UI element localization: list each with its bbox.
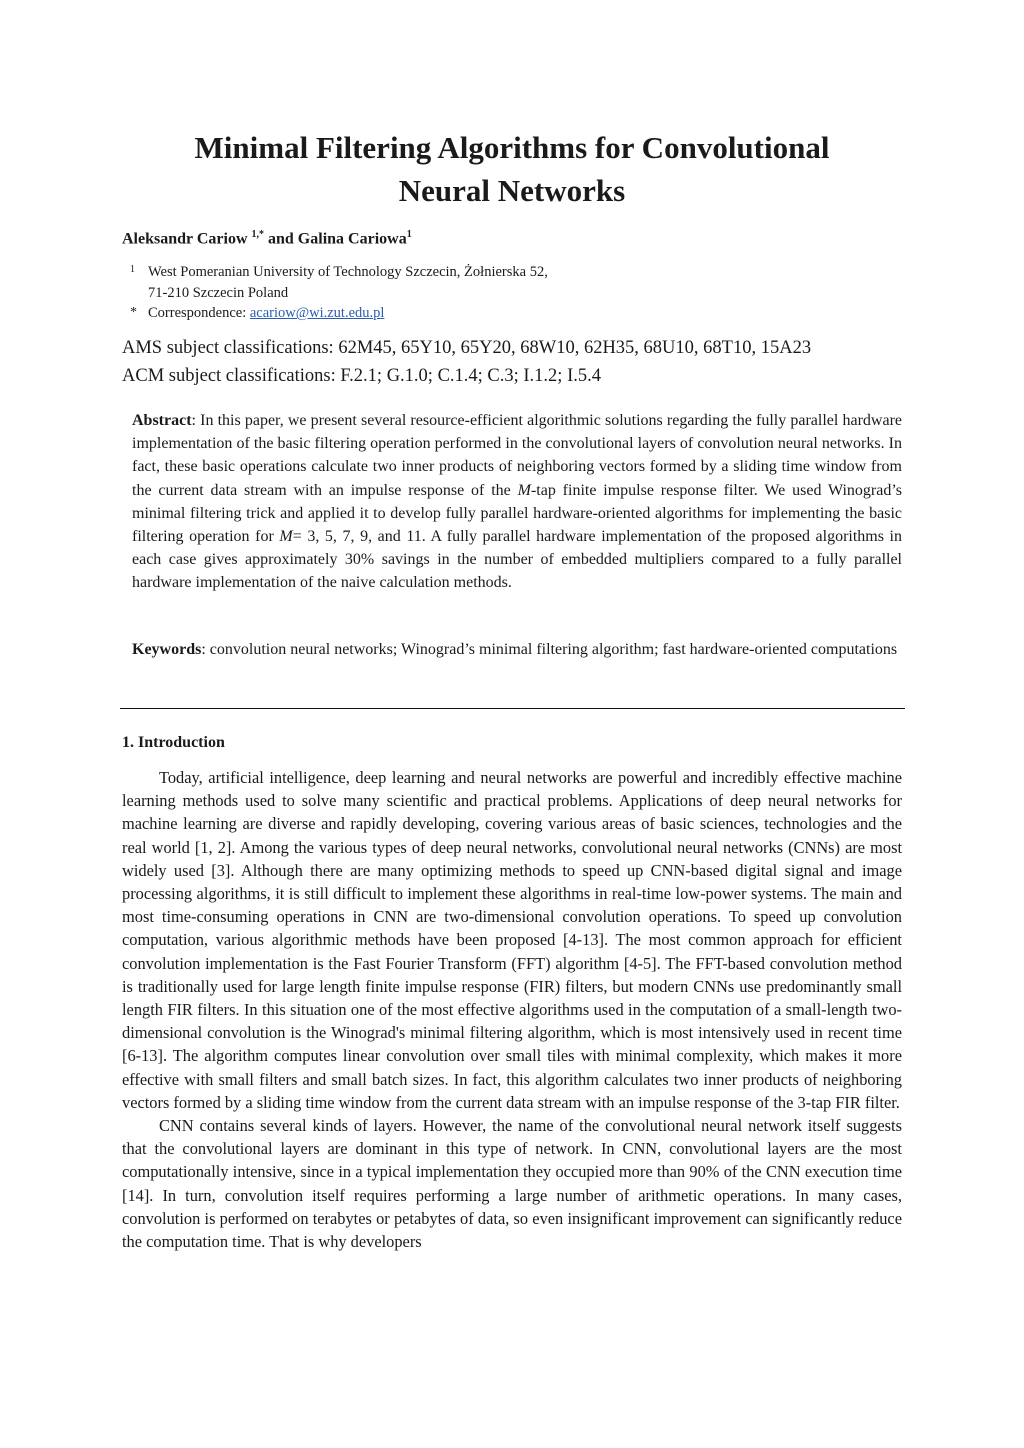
section-divider (120, 708, 905, 709)
author-2-marks: 1 (406, 229, 412, 240)
abstract (132, 409, 902, 595)
abstract-text-3: = 3, 5, 7, 9, and 11. A fully parallel hardware implementation of the proposed algorithms in each case gives approximately 30% savings in the number of embedded multipliers compared to a fully parallel hardware implementation of the naive calculation methods. (132, 528, 902, 592)
introduction-body (122, 766, 902, 1253)
affiliation-marker: 1 (130, 264, 135, 275)
author-1-marks: 1,* (251, 229, 264, 240)
affiliation-1 (130, 262, 770, 303)
abstract-text-2: -tap finite impulse response filter. We used Winograd’s minimal filtering trick and applied it to develop fully parallel hardware-oriented algorithms for implementing the basic filtering operation for (132, 481, 903, 546)
correspondence-marker: * (130, 305, 137, 320)
affiliations (130, 262, 770, 324)
paper-title (120, 126, 904, 212)
acm-classifications: ACM subject classifications: F.2.1; G.1.0; C.1.4; C.3; I.1.2; I.5.4 (122, 366, 601, 386)
correspondence (130, 303, 770, 324)
correspondence-label: Correspondence: (148, 305, 250, 321)
affiliation-line-1: West Pomeranian University of Technology Szczecin, Żołnierska 52, (148, 264, 548, 280)
abstract-label: Abstract (132, 412, 192, 429)
author-list (122, 229, 412, 248)
title-line-2: Neural Networks (398, 173, 626, 208)
ams-classifications: AMS subject classifications: 62M45, 65Y10, 65Y20, 68W10, 62H35, 68U10, 68T10, 15A23 (122, 338, 812, 358)
intro-paragraph-1: Today, artificial intelligence, deep learning and neural networks are powerful and incredibly effective machine learning methods used to solve many scientific and practical problems. Applications of deep neural networks for machine learning are diverse and rapidly developing, covering various areas of basic sciences, technologies and the real world [1, 2]. Among the various types of deep neural networks, convolutional neural networks (CNNs) are most widely used [3]. Although there are many optimizing methods to speed up CNN-based digital signal and image processing algorithms, it is still difficult to implement these algorithms in real-time low-power systems. The main and most time-consuming operations in CNN are two-dimensional convolution operations. To speed up convolution computation, various algorithmic methods have been proposed [4-13]. The most common approach for efficient convolution implementation is the Fast Fourier Transform (FFT) algorithm [4-5]. The FFT-based convolution method is traditionally used for large length finite impulse response (FIR) filters, but modern CNNs use predominantly small length FIR filters. In this situation one of the most effective algorithms used in the computation of a small-length two-dimensional convolution is the Winograd's minimal filtering algorithm, which is most intensively used in recent time [6-13]. The algorithm computes linear convolution over small tiles with minimal complexity, which makes it more effective with small filters and small batch sizes. In fact, this algorithm calculates two inner products of neighboring vectors formed by a sliding time window from the current data stream with an impulse response of the 3-tap FIR filter. (122, 768, 902, 1112)
abstract-symbol-m-2: M (279, 528, 293, 546)
title-line-1: Minimal Filtering Algorithms for Convolutional (194, 130, 830, 165)
intro-paragraph-2: CNN contains several kinds of layers. However, the name of the convolutional neural network itself suggests that the convolutional layers are dominant in this type of network. In CNN, convolutional layers are the most computationally intensive, since in a typical implementation they occupied more than 90% of the CNN execution time [14]. In turn, convolution itself requires performing a large number of arithmetic operations. In many cases, convolution is performed on terabytes or petabytes of data, so even insignificant improvement can significantly reduce the computation time. That is why developers (122, 1116, 902, 1252)
author-1: Aleksandr Cariow (122, 230, 248, 248)
keywords (132, 638, 902, 661)
subject-classifications (122, 334, 811, 390)
keywords-text: : convolution neural networks; Winograd’s minimal filtering algorithm; fast hardware-oriented computations (201, 641, 898, 658)
abstract-text-1: : In this paper, we present several resource-efficient algorithmic solutions regarding the fully parallel hardware implementation of the basic filtering operation performed in the convolutional layers of convolution neural networks. In fact, these basic operations calculate two inner products of neighboring vectors formed by a sliding time window from the current data stream with an impulse response of the (132, 412, 902, 499)
author-joiner: and (264, 230, 298, 248)
section-heading-introduction: 1. Introduction (122, 734, 225, 751)
keywords-label: Keywords (132, 641, 202, 658)
abstract-symbol-m: M (517, 481, 531, 499)
affiliation-line-2: 71-210 Szczecin Poland (148, 284, 289, 301)
author-2: Galina Cariowa (297, 230, 407, 248)
correspondence-email-link[interactable]: acariow@wi.zut.edu.pl (249, 305, 385, 321)
